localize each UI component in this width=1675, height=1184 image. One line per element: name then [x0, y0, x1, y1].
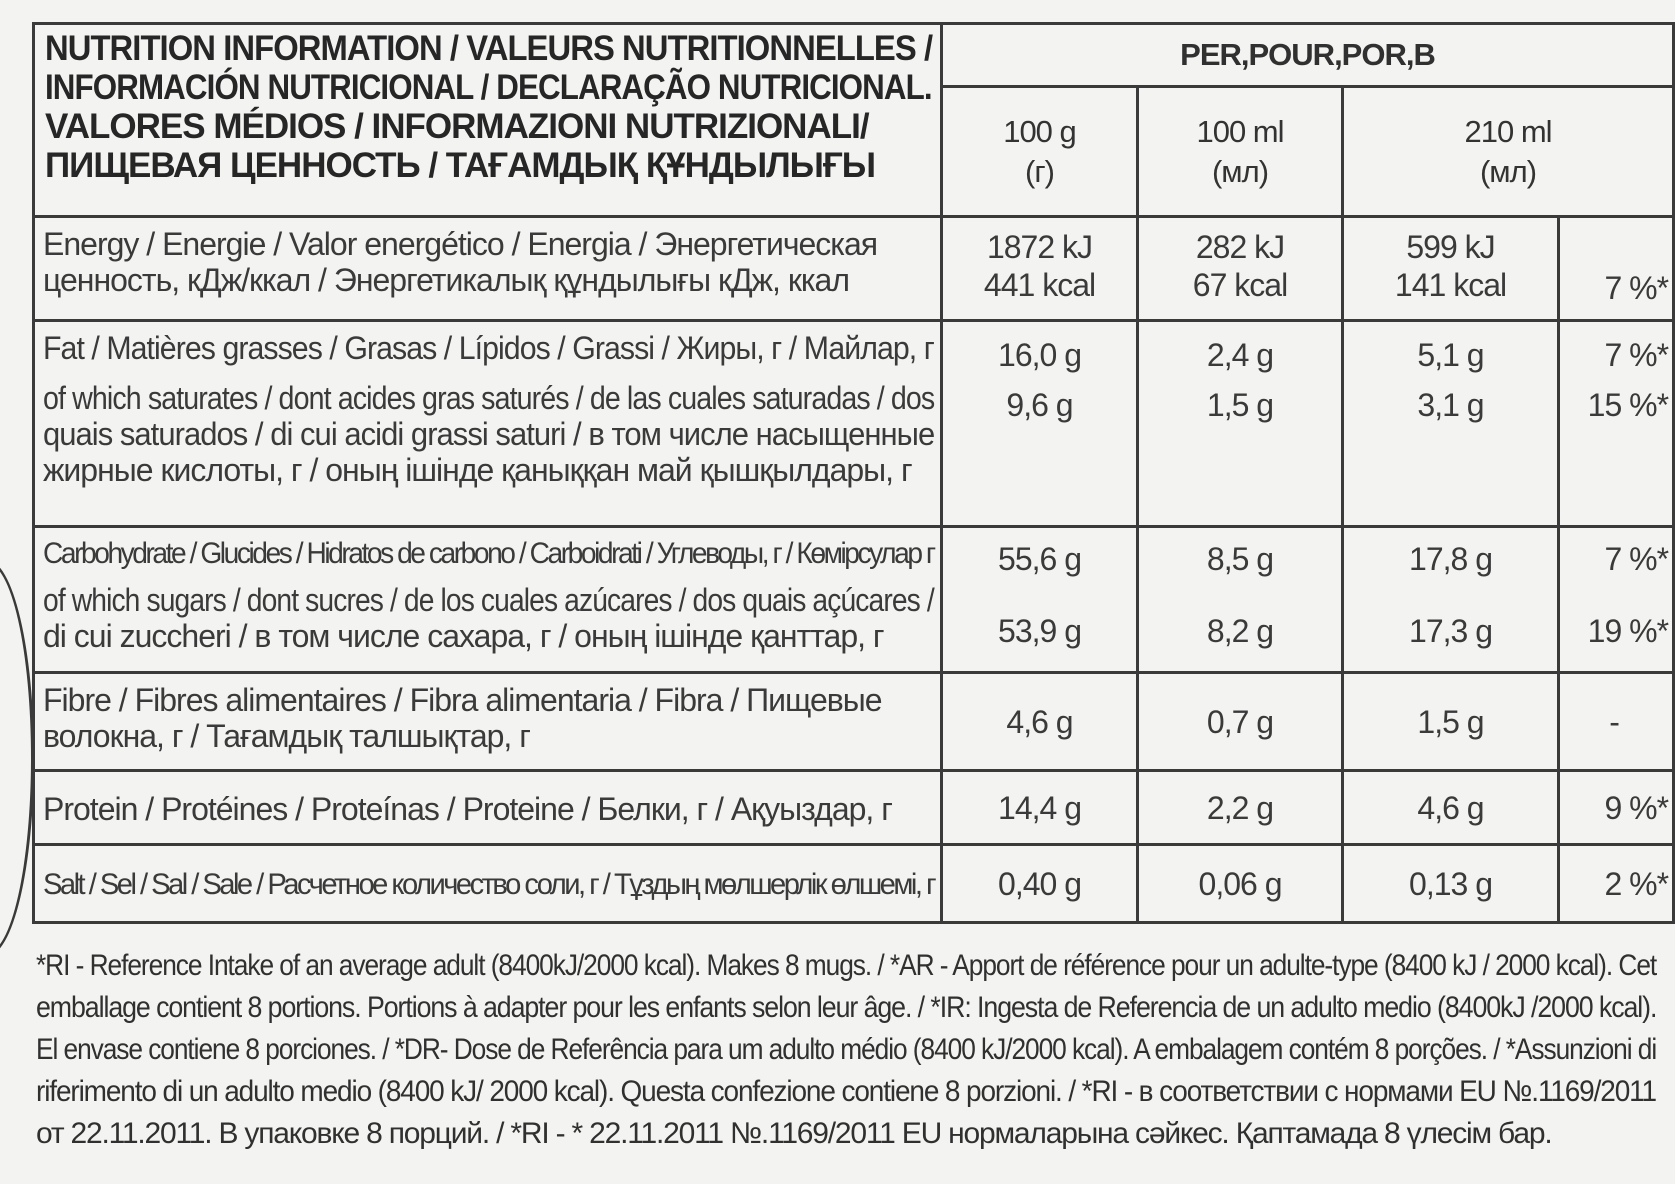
- column-header-210ml: [1343, 87, 1674, 217]
- value-line: 67 kcal: [1192, 267, 1288, 303]
- label-line: Fibre / Fibres alimentaires / Fibra alimentaria / Fibra / Пищевые: [43, 682, 882, 718]
- ri-percent: [1559, 771, 1674, 845]
- value-line: 0,40 g: [998, 865, 1081, 902]
- table-row-fat: [34, 321, 1674, 527]
- row-label: [34, 321, 942, 527]
- row-label: [34, 527, 942, 673]
- reference-intake-footnote: [36, 945, 1656, 1155]
- column-header-100ml: [1138, 87, 1343, 217]
- value-line: 55,6 g: [998, 541, 1081, 577]
- ri-value: 19 %*: [1587, 613, 1669, 649]
- label-line: of which saturates / dont acides gras saturés / de las cuales saturadas / dos: [43, 380, 935, 416]
- ri-value: 9 %*: [1604, 789, 1669, 826]
- value-line: 14,4 g: [998, 789, 1081, 826]
- value-line: 1,5 g: [1417, 703, 1484, 740]
- value-line: 441 kcal: [983, 267, 1096, 303]
- footnote-line: *RI - Reference Intake of an average adult (8400kJ/2000 kcal). Makes 8 mugs. / *AR - Apport de référence pour un adulte-type (8400 kJ / 2000 kcal). Cet: [36, 949, 1657, 982]
- title-line: NUTRITION INFORMATION / VALEURS NUTRITIONNELLES /: [45, 29, 933, 68]
- value-line: 17,8 g: [1409, 541, 1492, 577]
- ri-percent: [1559, 321, 1674, 527]
- ri-value: 7 %*: [1604, 337, 1669, 373]
- row-label: [34, 845, 942, 923]
- title-line: INFORMACIÓN NUTRICIONAL / DECLARAÇÃO NUTRICIONAL.: [45, 68, 932, 107]
- footnote-line: от 22.11.2011. В упаковке 8 порций. / *RI - * 22.11.2011 №.1169/2011 EU нормаларына сәйкес. Қаптамада 8 үлесім бар.: [36, 1117, 1552, 1150]
- column-unit: (мл): [1211, 153, 1269, 189]
- value-210ml: [1343, 321, 1559, 527]
- value-100g: [942, 673, 1138, 771]
- ri-percent: [1559, 845, 1674, 923]
- ri-value: 15 %*: [1587, 387, 1669, 423]
- value-100ml: [1138, 845, 1343, 923]
- value-line: 3,1 g: [1417, 387, 1484, 423]
- value-line: 2,2 g: [1206, 789, 1274, 826]
- table-row-protein: [34, 771, 1674, 845]
- column-amount: 100 ml: [1196, 113, 1284, 149]
- column-header-100g: [942, 87, 1138, 217]
- column-amount: 100 g: [1003, 113, 1076, 149]
- value-line: 17,3 g: [1409, 613, 1492, 649]
- value-line: 4,6 g: [1006, 703, 1073, 740]
- value-line: 2,4 g: [1206, 337, 1274, 373]
- value-100ml: [1138, 321, 1343, 527]
- label-line: quais saturados / di cui acidi grassi saturi / в том числе насыщенные: [43, 416, 935, 452]
- per-header: PER,POUR,POR,В: [942, 24, 1674, 87]
- table-title: [34, 24, 942, 217]
- table-row-carbohydrate: [34, 527, 1674, 673]
- value-line: 9,6 g: [1006, 387, 1073, 423]
- footnote-line: riferimento di un adulto medio (8400 kJ/ 2000 kcal). Questa confezione contiene 8 porzioni. / *RI - в соответствии с нормами EU №.1169/2011: [36, 1075, 1656, 1108]
- label-line: Energy / Energie / Valor energético / Energia / Энергетическая: [43, 226, 878, 262]
- footnote-line: emballage contient 8 portions. Portions à adapter pour les enfants selon leur âge. / *IR: Ingesta de Referencia de un adulto medio (8400kJ /2000 kcal).: [36, 991, 1657, 1024]
- title-line: ПИЩЕВАЯ ЦЕННОСТЬ / ТАҒАМДЫҚ ҚҰНДЫЛЫҒЫ: [45, 146, 876, 185]
- nutrition-table: [32, 22, 1675, 924]
- value-line: 8,2 g: [1206, 613, 1274, 649]
- value-line: 1872 kJ: [986, 229, 1093, 265]
- value-line: 53,9 g: [998, 613, 1081, 649]
- value-line: 4,6 g: [1417, 789, 1484, 826]
- ri-value: 2 %*: [1604, 865, 1669, 902]
- title-line: VALORES MÉDIOS / INFORMAZIONI NUTRIZIONALI/: [45, 107, 869, 146]
- label-line: Protein / Protéines / Proteínas / Proteine / Белки, г / Ақуыздар, г: [43, 790, 892, 827]
- table-row-energy: [34, 217, 1674, 321]
- value-line: 1,5 g: [1206, 387, 1274, 423]
- value-100g: [942, 845, 1138, 923]
- value-210ml: [1343, 527, 1559, 673]
- value-100ml: [1138, 673, 1343, 771]
- column-unit: (мл): [1479, 153, 1537, 189]
- value-210ml: [1343, 673, 1559, 771]
- column-amount: 210 ml: [1464, 113, 1552, 149]
- ri-value: 7 %*: [1604, 541, 1669, 577]
- label-line: ценность, кДж/ккал / Энергетикалық құндылығы кДж, ккал: [43, 262, 849, 298]
- table-row-fibre: [34, 673, 1674, 771]
- footnote-line: El envase contiene 8 porciones. / *DR- Dose de Referência para um adulto médio (8400 kJ/2000 kcal). A embalagem contém 8 porções. / *Assunzioni di: [36, 1033, 1657, 1066]
- package-edge-curve: [0, 560, 34, 956]
- ri-value: -: [1609, 703, 1619, 740]
- value-100g: [942, 771, 1138, 845]
- ri-percent: [1559, 673, 1674, 771]
- value-100ml: [1138, 527, 1343, 673]
- value-line: 282 kJ: [1195, 229, 1285, 265]
- row-label: [34, 673, 942, 771]
- row-label: [34, 217, 942, 321]
- value-line: 16,0 g: [998, 337, 1081, 373]
- value-line: 5,1 g: [1417, 337, 1484, 373]
- label-line: жирные кислоты, г / оның ішінде қаныққан май қышқылдары, г: [43, 452, 912, 488]
- value-line: 8,5 g: [1206, 541, 1274, 577]
- value-210ml: [1343, 771, 1559, 845]
- value-100g: [942, 217, 1138, 321]
- value-100ml: [1138, 771, 1343, 845]
- label-line: Salt / Sel / Sal / Sale / Расчетное количество соли, г / Тұздың мөлшерлік өлшемі, г: [43, 867, 935, 901]
- ri-percent: [1559, 217, 1674, 321]
- value-210ml: [1343, 217, 1559, 321]
- value-210ml: [1343, 845, 1559, 923]
- row-label: [34, 771, 942, 845]
- ri-value: 7 %*: [1604, 270, 1669, 306]
- label-line: di cui zuccheri / в том числе сахара, г / оның ішінде қанттар, г: [43, 618, 884, 654]
- value-line: 0,06 g: [1198, 865, 1282, 902]
- value-100g: [942, 527, 1138, 673]
- table-row-salt: [34, 845, 1674, 923]
- value-line: 141 kcal: [1394, 267, 1507, 303]
- value-line: 599 kJ: [1406, 229, 1495, 265]
- label-line: Carbohydrate / Glucides / Hidratos de carbono / Carboidrati / Углеводы, г / Көмірсулар г: [43, 537, 934, 570]
- value-100g: [942, 321, 1138, 527]
- value-line: 0,7 g: [1206, 703, 1274, 740]
- column-unit: (г): [1025, 153, 1054, 189]
- value-line: 0,13 g: [1409, 865, 1492, 902]
- label-line: волокна, г / Тағамдық талшықтар, г: [43, 718, 530, 754]
- label-line: Fat / Matières grasses / Grasas / Lípidos / Grassi / Жиры, г / Майлар, г: [43, 330, 934, 366]
- ri-percent: [1559, 527, 1674, 673]
- label-line: of which sugars / dont sucres / de los cuales azúcares / dos quais açúcares /: [43, 582, 934, 618]
- value-100ml: [1138, 217, 1343, 321]
